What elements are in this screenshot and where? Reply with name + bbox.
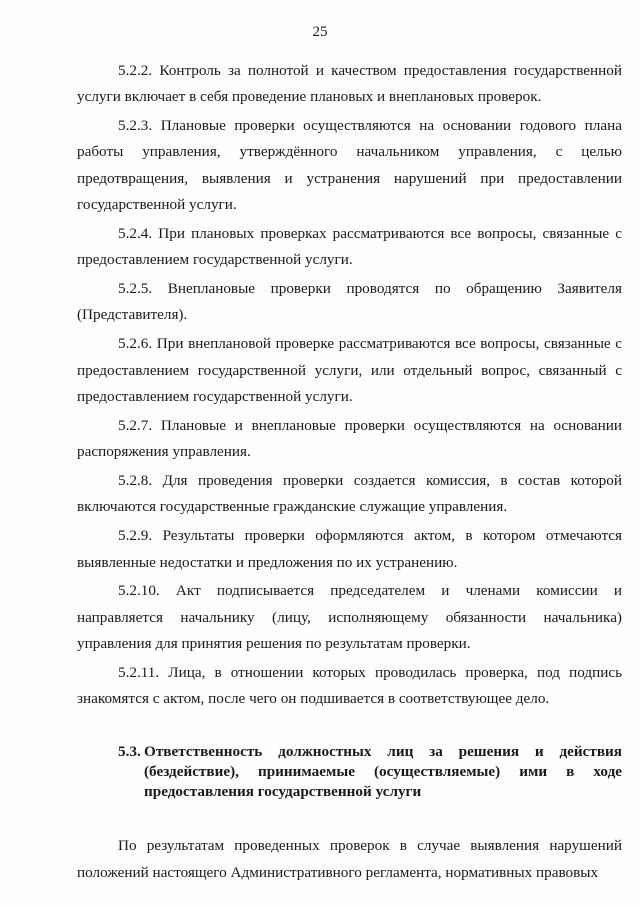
paragraph-5-2-2: 5.2.2. Контроль за полнотой и качеством предоставления государственной услуги включает в себя проведение плановых и внеплановых проверок. <box>77 62 622 106</box>
paragraph-5-2-4: 5.2.4. При плановых проверках рассматриваются все вопросы, связанные с предоставлением государственной услуги. <box>77 224 622 269</box>
paragraph-5-2-11: 5.2.11. Лица, в отношении которых проводилась проверка, под подпись знакомятся с актом, после чего он подшивается в соответствующее дело. <box>77 663 622 708</box>
section-heading <box>77 742 622 802</box>
paragraph-5-2-8: 5.2.8. Для проведения проверки создается комиссия, в состав которой включаются государственные гражданские служащие управления. <box>77 472 622 516</box>
paragraph-5-2-9: 5.2.9. Результаты проверки оформляются актом, в котором отмечаются выявленные недостатки и предложения по их устранению. <box>77 527 622 571</box>
paragraph-5-2-7: 5.2.7. Плановые и внеплановые проверки осуществляются на основании распоряжения управления. <box>77 416 622 461</box>
section-number: 5.3. <box>118 743 141 761</box>
paragraph-5-2-10: 5.2.10. Акт подписывается председателем и членами комиссии и направляется начальнику (лицу, исполняющему обязанности начальника) управления для принятия решения по результатам проверки. <box>77 582 622 652</box>
closing-paragraph: По результатам проведенных проверок в случае выявления нарушений положений настоящего Административного регламента, нормативных правовых <box>77 837 622 881</box>
paragraph-5-2-3: 5.2.3. Плановые проверки осуществляются на основании годового плана работы управления, утверждённого начальником управления, с целью предотвращения, выявления и устранения нарушений при предоставлении государственной услуги. <box>77 117 622 214</box>
page-number: 25 <box>312 24 328 40</box>
paragraph-5-2-6: 5.2.6. При внеплановой проверке рассматриваются все вопросы, связанные с предоставлением государственной услуги, или отдельный вопрос, связанный с предоставлением государственной услуги. <box>77 335 622 405</box>
document-body <box>77 58 622 889</box>
paragraph-5-2-5: 5.2.5. Внеплановые проверки проводятся по обращению Заявителя (Представителя). <box>77 280 622 324</box>
section-title: Ответственность должностных лиц за решения и действия (бездействие), принимаемые (осуществляемые) ими в ходе предоставления государственной услуги <box>144 743 622 801</box>
